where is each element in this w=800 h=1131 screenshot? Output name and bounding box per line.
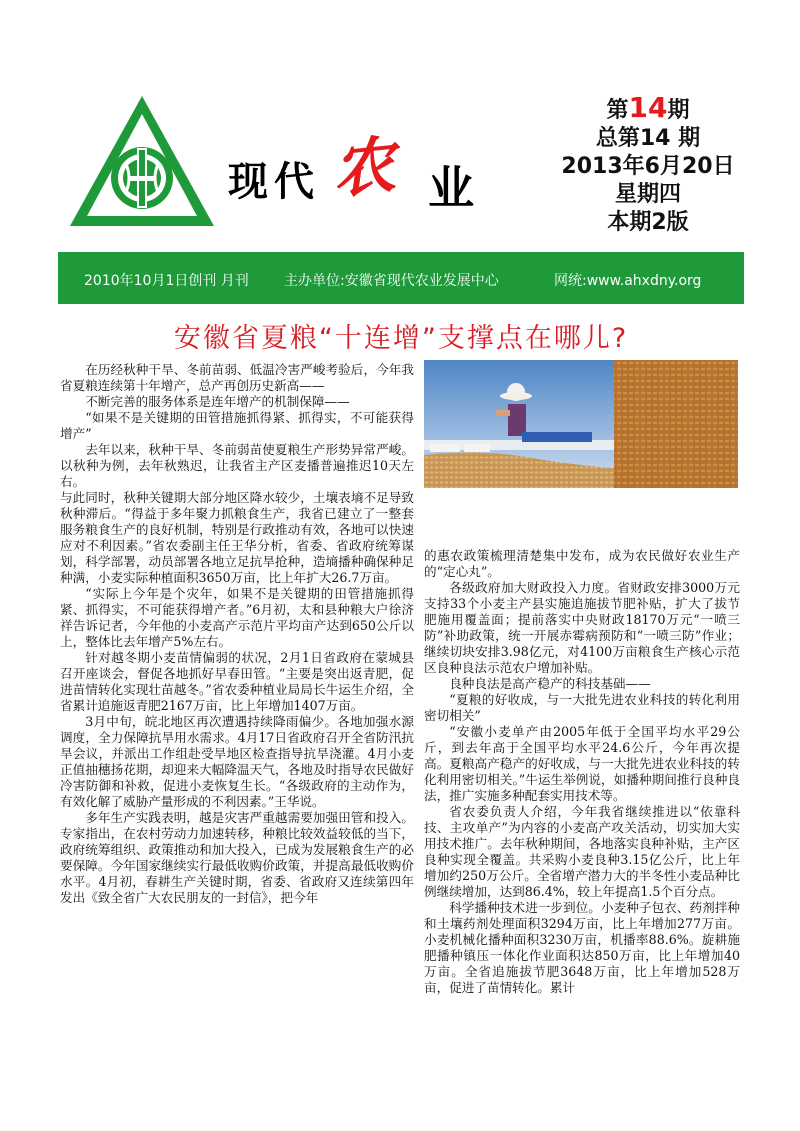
paragraph: “安徽小麦单产由2005年低于全国平均水平29公斤，到去年高于全国平均水平24.6公斤，今年再次提高。夏粮高产稳产的好收成，与一大批先进农业科技的转化利用密切相关。”牛运生举例说，如播种期间推行良种良法，推广实施多种配套实用技术等。 <box>424 724 740 803</box>
organizer-text: 主办单位:安徽省现代农业发展中心 <box>284 273 499 289</box>
website-text: 网统:www.ahxdny.org <box>554 273 702 289</box>
paragraph: 多年生产实践表明，越是灾害严重越需要加强田管和投入。专家指出，在农村劳动力加速转移，种粮比较效益较低的当下，政府统筹组织、政策推动和加大投入，已成为发展粮食生产的必要保障。今年国家继续实行最低收购价政策，并提高最低收购价水平。4月初，春耕生产关键时期，省委、省政府又连续第四年发出《致全省广大农民朋友的一封信》，把今年 <box>60 810 414 905</box>
wheat-triangle-logo <box>66 92 218 230</box>
paragraph: “实际上今年是个灾年，如果不是关键期的田管措施抓得紧、抓得实，不可能获得增产者。”6月初，太和县种粮大户徐济祥告诉记者，今年他的小麦高产示范片平均亩产达到650公斤以上，整体比去年增产5%左右。 <box>60 586 414 649</box>
paragraph: 不断完善的服务体系是连年增产的机制保障—— <box>85 394 350 409</box>
issue-suffix: 期 <box>667 98 690 123</box>
issue-prefix: 第 <box>606 98 629 123</box>
founded-text: 2010年10月1日创刊 月刊 <box>84 273 249 289</box>
issue-date: 2013年6月20日 <box>561 154 735 179</box>
paragraph: 各级政府加大财政投入力度。省财政安排3000万元支持33个小麦主产县实施追施拔节肥补贴，扩大了拔节肥施用覆盖面；提前落实中央财政18170万元“一喷三防”补助政策，统一开展赤霉病预防和“一喷三防”作业；继续切块安排3.98亿元，对4100万亩粮食生产核心示范区良种良法示范农户增加补贴。 <box>424 580 740 675</box>
article-right-column <box>424 548 740 1100</box>
paragraph: “如果不是关键期的田管措施抓得紧、抓得实，不可能获得增产” <box>60 410 414 441</box>
issue-line <box>548 91 748 125</box>
paragraph: 的惠农政策梳理清楚集中发布，成为农民做好农业生产的“定心丸”。 <box>424 548 740 579</box>
paragraph: 3月中旬，皖北地区再次遭遇持续降雨偏少。各地加强水源调度，全力保障抗旱用水需求。4月17日省政府召开全省防汛抗旱会议，并派出工作组赴受旱地区检查指导抗旱浇灌。4月小麦正值抽穗扬花期，却迎来大幅降温天气，各地及时指导农民做好冷害防御和补救，促进小麦恢复生长。“各级政府的主动作为，有效化解了威胁产量形成的不利因素。”王华说。 <box>60 714 414 809</box>
masthead-title-ye: 业 <box>428 161 474 215</box>
paragraph: 省农委负责人介绍，今年我省继续推进以“依靠科技、主攻单产”为内容的小麦高产攻关活动，切实加大实用技术推广。去年秋种期间，各地落实良种补贴，主产区良种实现全覆盖。共采购小麦良种3.15亿公斤，比上年增加约250万公斤。全省增产潜力大的半冬性小麦品种比例继续增加，达到86.4%，较上年提高1.5个百分点。 <box>424 804 740 899</box>
wheat-farmer-photo <box>424 360 738 488</box>
paragraph: 科学播种技术进一步到位。小麦种子包衣、药剂拌种和土壤药剂处理面积3294万亩，比上年增加277万亩。小麦机械化播种面积3230万亩，机播率88.6%。旋耕施肥播种镇压一体化作业面积达850万亩，比上年增加40万亩。全省追施拔节肥3648万亩，比上年增加528万亩，促进了苗情转化。累计 <box>424 900 740 995</box>
paragraph: 与此同时，秋种关键期大部分地区降水较少，土壤表墒不足导致秋种滞后。“得益于多年聚力抓粮食生产，我省已建立了一整套服务粮食生产的良好机制，特别是行政推动有效，各地可以快速应对不利因素。”省农委副主任王华分析，省委、省政府统筹谋划，科学部署，动员部署各地立足抗旱抢种，造墒播种确保种足种满，小麦实际种植面积3650万亩，比上年扩大26.7万亩。 <box>60 490 414 585</box>
issue-weekday: 星期四 <box>614 182 681 207</box>
issue-edition: 本期2版 <box>607 210 689 235</box>
paragraph: 在历经秋种干旱、冬前苗弱、低温冷害严峻考验后，今年我省夏粮连续第十年增产，总产再创历史新高—— <box>60 362 414 393</box>
paragraph: 去年以来，秋种干旱、冬前弱苗使夏粮生产形势异常严峻。以秋种为例，去年秋熟迟，让我省主产区麦播普遍推迟10天左右。 <box>60 442 414 489</box>
article-left-column <box>60 362 414 1100</box>
issue-info <box>548 91 748 237</box>
paragraph: 良种良法是高产稳产的科技基础—— <box>449 676 651 691</box>
issue-number: 14 <box>628 91 668 124</box>
paragraph: “夏粮的好收成，与一大批先进农业科技的转化利用密切相关” <box>424 692 740 723</box>
paragraph: 针对越冬期小麦苗情偏弱的状况，2月1日省政府在蒙城县召开座谈会，督促各地抓好早春田管。“主要是突出返青肥，促进苗情转化实现壮苗越冬。”省农委种植业局局长牛运生介绍，全省累计追施返青肥2167万亩，比上年增加1407万亩。 <box>60 650 414 713</box>
masthead-title-xiandai: 现代 <box>228 159 320 205</box>
info-bar <box>58 252 744 304</box>
masthead-title-nong: 农 <box>328 127 399 208</box>
article-headline: 安徽省夏粮“十连增”支撑点在哪儿? <box>173 323 629 354</box>
total-issue: 总第14 期 <box>595 126 701 151</box>
